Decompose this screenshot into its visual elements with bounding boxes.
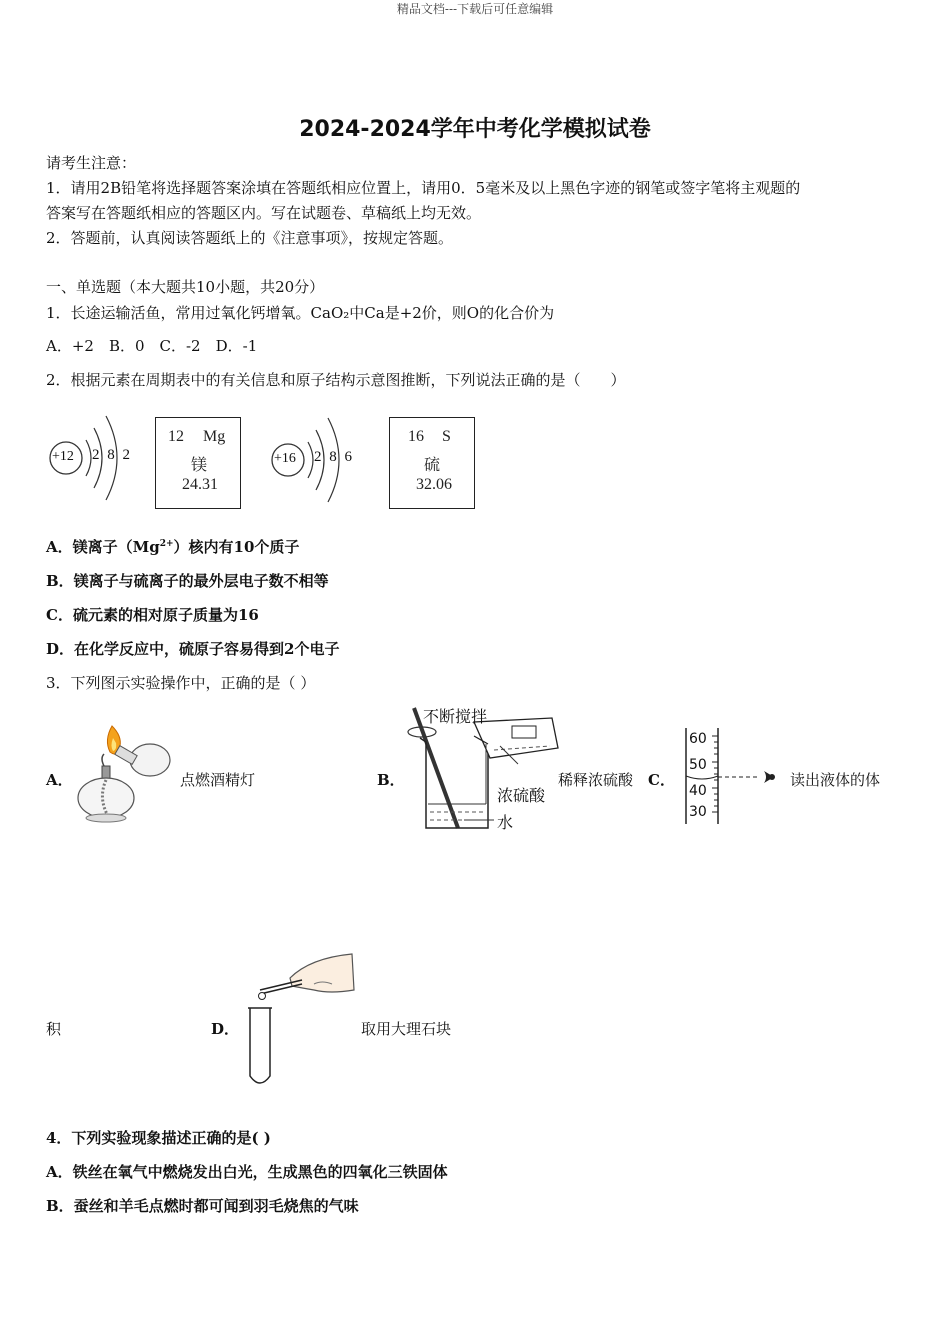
c-tick-30: 30 <box>689 804 707 820</box>
section-heading: 一、单选题（本大题共10小题，共20分） <box>46 278 325 296</box>
q2-option-a: A．镁离子$(Mg^{2+})$核内有10个质子 <box>46 538 300 556</box>
c-tick-40: 40 <box>689 783 707 799</box>
q3-option-b-caption: 稀释浓硫酸 <box>558 771 634 789</box>
exam-title: 2024-2024学年中考化学模拟试卷 <box>299 117 651 142</box>
q2-option-b: B．镁离子与硫离子的最外层电子数不相等 <box>46 572 329 590</box>
s-nucleus-label: +16 <box>274 451 296 466</box>
q4-option-a: A．铁丝在氧气中燃烧发出白光，生成黑色的四氧化三铁固体 <box>46 1163 448 1181</box>
q1-stem: 1．长途运输活鱼，常用过氧化钙增氧。CaO₂中Ca是+2价，则O的化合价为 <box>46 304 555 322</box>
q4-option-b: B．蚕丝和羊毛点燃时都可闻到羽毛烧焦的气味 <box>46 1197 359 1215</box>
b-acid-label: 浓硫酸 <box>497 786 546 805</box>
b-stir-label: 不断搅拌 <box>423 707 488 726</box>
q3-option-c-caption: 读出液体的体 <box>790 771 881 789</box>
s-symbol: S <box>442 428 451 445</box>
notice-item2: 2．答题前，认真阅读答题纸上的《注意事项》，按规定答题。 <box>46 229 454 247</box>
mg-shell-electrons: 2 8 2 <box>92 447 132 463</box>
q3-option-c-caption-continued: 积 <box>46 1020 62 1038</box>
s-atomic-number: 16 <box>408 428 424 445</box>
mg-atomic-number: 12 <box>168 428 184 445</box>
c-tick-60: 60 <box>689 731 707 747</box>
q3-option-c-letter: C． <box>648 771 675 789</box>
q1-options: A．+2 B．0 C．-2 D．-1 <box>46 337 258 355</box>
q4-stem: 4．下列实验现象描述正确的是( ) <box>46 1129 271 1147</box>
s-atomic-mass: 32.06 <box>416 476 452 493</box>
q3-option-d-caption: 取用大理石块 <box>361 1020 452 1038</box>
q3-option-a-caption: 点燃酒精灯 <box>180 771 256 789</box>
b-water-label: 水 <box>497 813 514 832</box>
mg-nucleus-label: +12 <box>52 449 74 464</box>
page-header-note: 精品文档---下载后可任意编辑 <box>396 2 554 16</box>
s-shell-electrons: 2 8 6 <box>314 449 354 465</box>
alcohol-lamp-illustration <box>74 718 174 828</box>
q2-option-d: D．在化学反应中，硫原子容易得到2个电子 <box>46 640 340 658</box>
notice-item1-line2: 答案写在答题纸相应的答题区内。写在试题卷、草稿纸上均无效。 <box>46 204 482 222</box>
notice-item1-line1: 1．请用2B铅笔将选择题答案涂填在答题纸相应位置上，请用0．5毫米及以上黑色字迹的钢笔或签字笔将主观题的 <box>46 179 801 197</box>
q2-option-c: C．硫元素的相对原子质量为16 <box>46 606 259 624</box>
q3-option-b-letter: B． <box>377 771 405 789</box>
c-tick-50: 50 <box>689 757 707 773</box>
q3-stem: 3．下列图示实验操作中，正确的是（ ） <box>46 674 316 692</box>
q3-option-a-letter: A． <box>46 771 73 789</box>
s-name: 硫 <box>424 457 441 474</box>
mg-symbol: Mg <box>203 428 226 445</box>
mg-name: 镁 <box>191 457 208 474</box>
test-tube-illustration <box>240 950 360 1090</box>
mg-element-cell <box>155 417 241 509</box>
q3-option-d-letter: D． <box>211 1020 240 1038</box>
s-element-cell <box>389 417 475 509</box>
notice-heading: 请考生注意： <box>46 154 137 172</box>
q2-stem: 2．根据元素在周期表中的有关信息和原子结构示意图推断，下列说法正确的是（ ） <box>46 371 626 389</box>
mg-atomic-mass: 24.31 <box>182 476 218 493</box>
